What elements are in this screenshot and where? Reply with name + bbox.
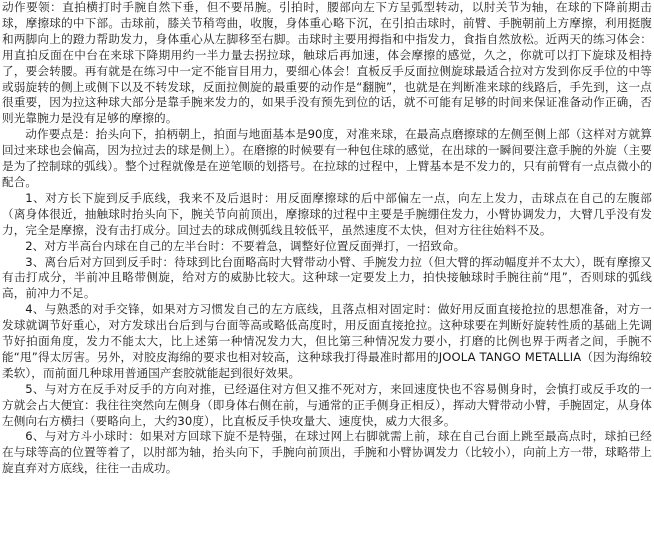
paragraph-case-3: 3、离台后对方回到反手时：待球到比台面略高时大臂带动小臂、手腕发力拉（但大臂的挥动幅度并不太大），既有摩擦又有击打成分，半前冲且略带侧旋，给对方的威胁比较大。这种球一定要发上力，拍快接触球时手腕往前“甩”，否则球的弧线高，前冲力不足。 — [2, 254, 652, 301]
paragraph-case-4: 4、与熟悉的对手交锋，如果对方习惯发自己的左方底线，且落点相对固定时：做好用反面直接抢拉的思想准备，对方一发球就调节好重心，对方发球出台后到与台面等高或略低高度时，用反面直接抢拉。这种球要在判断好旋转性质的基础上先调节好拍面角度，发力不能太大，比上述第一种情况发力大，但比第三种情况发力要小，打磨的比例也界于两者之间，手腕不能“甩”得太厉害。另外，对胶皮海绵的要求也相对较高，这种球我打得最准时都用的JOOLA TANGO METALLIA（因为海绵较柔软），而前面几种球用普通国产套胶就能起到很好效果。 — [2, 302, 652, 380]
paragraph-case-1: 1、对方长下旋到反手底线，我来不及后退时：用反面摩擦球的后中部偏左一点，向左上发力，击球点在自己的左腹部（离身体很近，抽触球时抬头向下，腕关节向前顶出，摩擦球的过程中主要是手腕绷住发力，小臂协调发力，大臂几乎没有发力，完全是摩擦，没有击打成分。回过去的球成侧弧线且较低平，虽然速度不太快，但对方往往始料不及。 — [2, 190, 652, 237]
paragraph-case-6: 6、与对方斗小球时：如果对方回球下旋不是特强，在球过网上右脚就需上前，球在自己台面上跳至最高点时，球拍已经在与球等高的位置等着了，以肘部为轴，抬头向下，手腕向前顶出，手腕和小臂协调发力（比较小），向前上方一带，球略带上旋直弃对方底线，往往一击成功。 — [2, 429, 652, 476]
paragraph-technique-essentials: 动作要领：直拍横打时手腕自然下垂，但不要吊腕。引拍时，腰部向左下方呈弧型转动，以肘关节为轴，在球的下降前期击球，摩擦球的中下部。击球前，膝关节稍弯曲，收腹，身体重心略下沉，在引拍击球时，前臂、手腕朝前上方摩擦，利用挺腹和两脚向上的蹬力帮助发力，身体重心从左脚移至右脚。击球时主要用拇指和中指发力，食指自然放松。近两天的练习体会：用直拍反面在中台在来球下降期用约一半力量去拐拉球，触球后再加速，体会摩擦的感觉，久之，你就可以打下旋球及相持了，要会转腰。再有就是在练习中一定不能盲目用力，要细心体会！直板反手反面拉侧旋球最适合拉对方发到你反手位的中等或弱旋转的侧上或侧下以及不转发球，反面拉侧旋的最重要的动作是“翻腕”，也就是在判断准来球的线路后，手先到，这一点很重要，因为拉这种球大部分是靠手腕来发力的，如果手没有预先到位的话，就不可能有足够的时间来保证准备动作正确，否则光靠腕力是没有足够的摩擦的。 — [2, 0, 652, 126]
paragraph-case-2: 2、对方半高台内球在自己的左半台时：不要着急，调整好位置反面弹打，一招致命。 — [25, 238, 466, 253]
paragraph-case-5: 5、与对方在反手对反手的方向对推，已经逼住对方但又推不死对方，来回速度快也不容易侧身时，会慎打或反手攻的一方就会占大便宜：我往往突然向左侧身（即身体右侧在前，与通常的正手侧身正相反），挥动大臂带动小臂，手腕固定，从身体左侧向右方横扫（要略向上，大约30度），比直板反手快攻量大、速度快，威力大很多。 — [2, 381, 652, 428]
paragraph-key-points: 动作要点是：抬头向下，拍柄朝上，拍面与地面基本是90度，对准来球，在最高点磨擦球的左侧至侧上部（这样对方就算回过来球也会偏高，因为拉过去的球是侧上）。在磨擦的时候要有一种包住球的感觉，在出球的一瞬间要注意手腕的外旋（主要是为了控制球的弧线）。整个过程就像是在逆笔顺的划搭号。在拉球的过程中，上臂基本是不发力的，只有前臂有一点点微小的配合。 — [2, 127, 652, 189]
